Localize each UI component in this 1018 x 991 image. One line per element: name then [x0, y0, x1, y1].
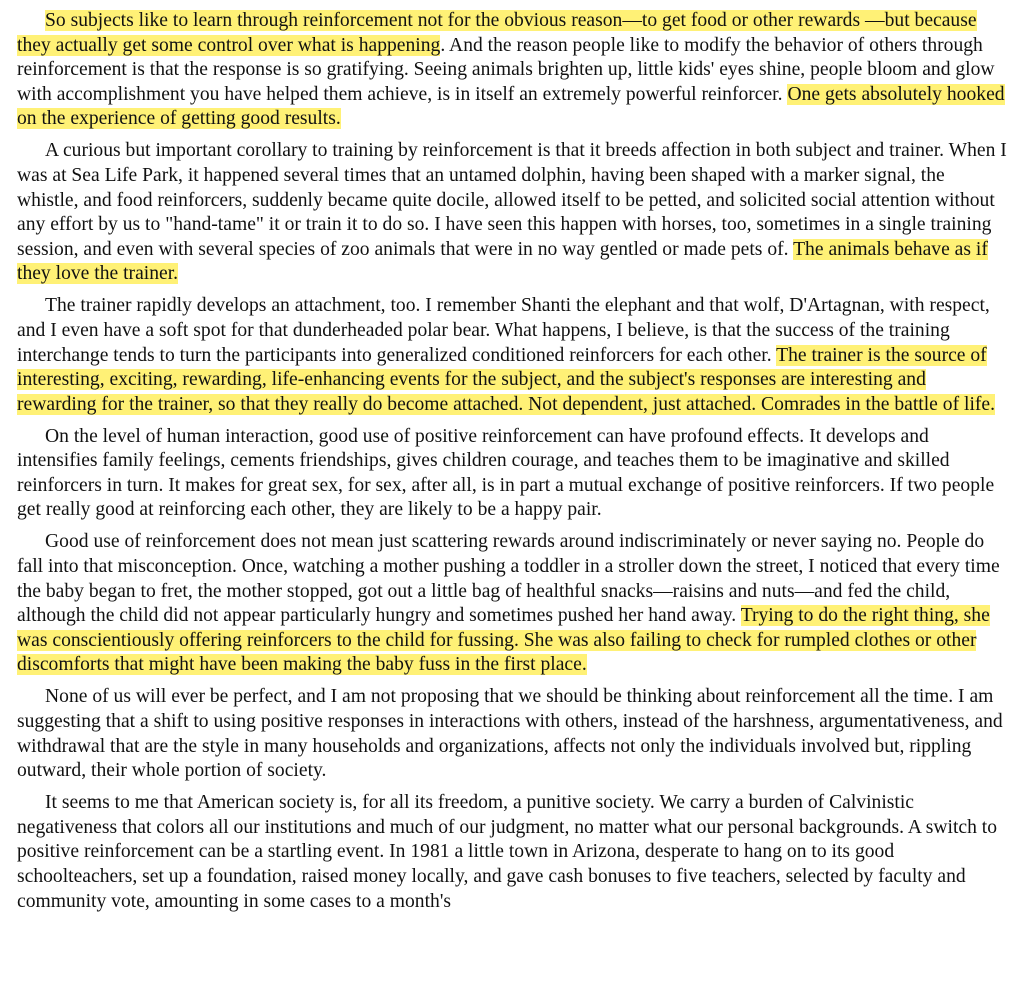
document-page [17, 9, 1007, 922]
text-segment: It seems to me that American society is, for all its freedom, a punitive society. We carry a burden of Calvinistic negativeness that colors all our institutions and much of our judgment, no matter what our personal backgrounds. A switch to positive reinforcement can be a startling event. In 1981 a little town in Arizona, desperate to hang on to its good schoolteachers, set up a foundation, raised money locally, and gave cash bonuses to five teachers, selected by faculty and community vote, amounting in some cases to a month's [17, 792, 998, 912]
highlight-1: So subjects like to learn through reinforcement not for the obvious reason—to get food or other rewards —but because they actually get some control over what is happening [17, 10, 977, 56]
text-segment: A curious but important corollary to training by reinforcement is that it breeds affection in both subject and trainer. When I was at Sea Life Park, it happened several times that an untamed dolphin, having been shaped with a marker signal, the whistle, and food reinforcers, suddenly became quite docile, allowed itself to be petted, and solicited social attention without any effort by us to "hand-tame" it or train it to do so. I have seen this happen with horses, too, sometimes in a single training session, and even with several species of zoo animals that were in no way gentled or made pets of. [17, 140, 1007, 260]
highlight-3: The animals behave as if they love the trainer. [17, 238, 988, 285]
text-segment: None of us will ever be perfect, and I am not proposing that we should be thinking about reinforcement all the time. I am suggesting that a shift to using positive responses in interactions with others, instead of the harshness, argumentativeness, and withdrawal that are the style in many households and organizations, affects not only the individuals involved but, rippling outward, their whole portion of society. [17, 686, 1003, 782]
paragraph-1 [17, 9, 1007, 132]
paragraph-7 [17, 791, 1007, 914]
text-segment: . And the reason people like to modify the behavior of others through reinforcement is that the response is so gratifying. Seeing animals brighten up, little kids' eyes shine, people bloom and glow with accomplishment you have helped them achieve, is in itself an extremely powerful reinforcer. [17, 34, 995, 105]
paragraph-3 [17, 294, 1007, 417]
paragraph-2 [17, 139, 1007, 287]
text-segment: On the level of human interaction, good use of positive reinforcement can have profound effects. It develops and intensifies family feelings, cements friendships, gives children courage, and teaches them to be imaginative and skilled reinforcers in turn. It makes for great sex, for sex, after all, is in part a mutual exchange of positive reinforcers. If two people get really good at reinforcing each other, they are likely to be a happy pair. [17, 425, 995, 521]
highlight-2: One gets absolutely hooked on the experience of getting good results. [17, 83, 1005, 130]
text-segment: The trainer rapidly develops an attachment, too. I remember Shanti the elephant and that wolf, D'Artagnan, with respect, and I even have a soft spot for that dunderheaded polar bear. What happens, I believe, is that the success of the training interchange tends to turn the participants into generalized conditioned reinforcers for each other. [17, 295, 990, 366]
highlight-5: Trying to do the right thing, she was conscientiously offering reinforcers to the child for fussing. She was also failing to check for rumpled clothes or other discomforts that might have been making the baby fuss in the first place. [17, 605, 990, 676]
highlight-4: The trainer is the source of interesting, exciting, rewarding, life-enhancing events for the subject, and the subject's responses are interesting and rewarding for the trainer, so that they really do become attached. Not dependent, just attached. Comrades in the battle of life. [17, 344, 996, 415]
paragraph-6 [17, 685, 1007, 783]
paragraph-4 [17, 425, 1007, 523]
paragraph-5 [17, 530, 1007, 678]
text-segment: Good use of reinforcement does not mean just scattering rewards around indiscriminately or never saying no. People do fall into that misconception. Once, watching a mother pushing a toddler in a stroller down the street, I noticed that every time the baby began to fret, the mother stopped, got out a little bag of healthful snacks—raisins and nuts—and fed the child, although the child did not appear particularly hungry and sometimes pushed her hand away. [17, 531, 1000, 627]
